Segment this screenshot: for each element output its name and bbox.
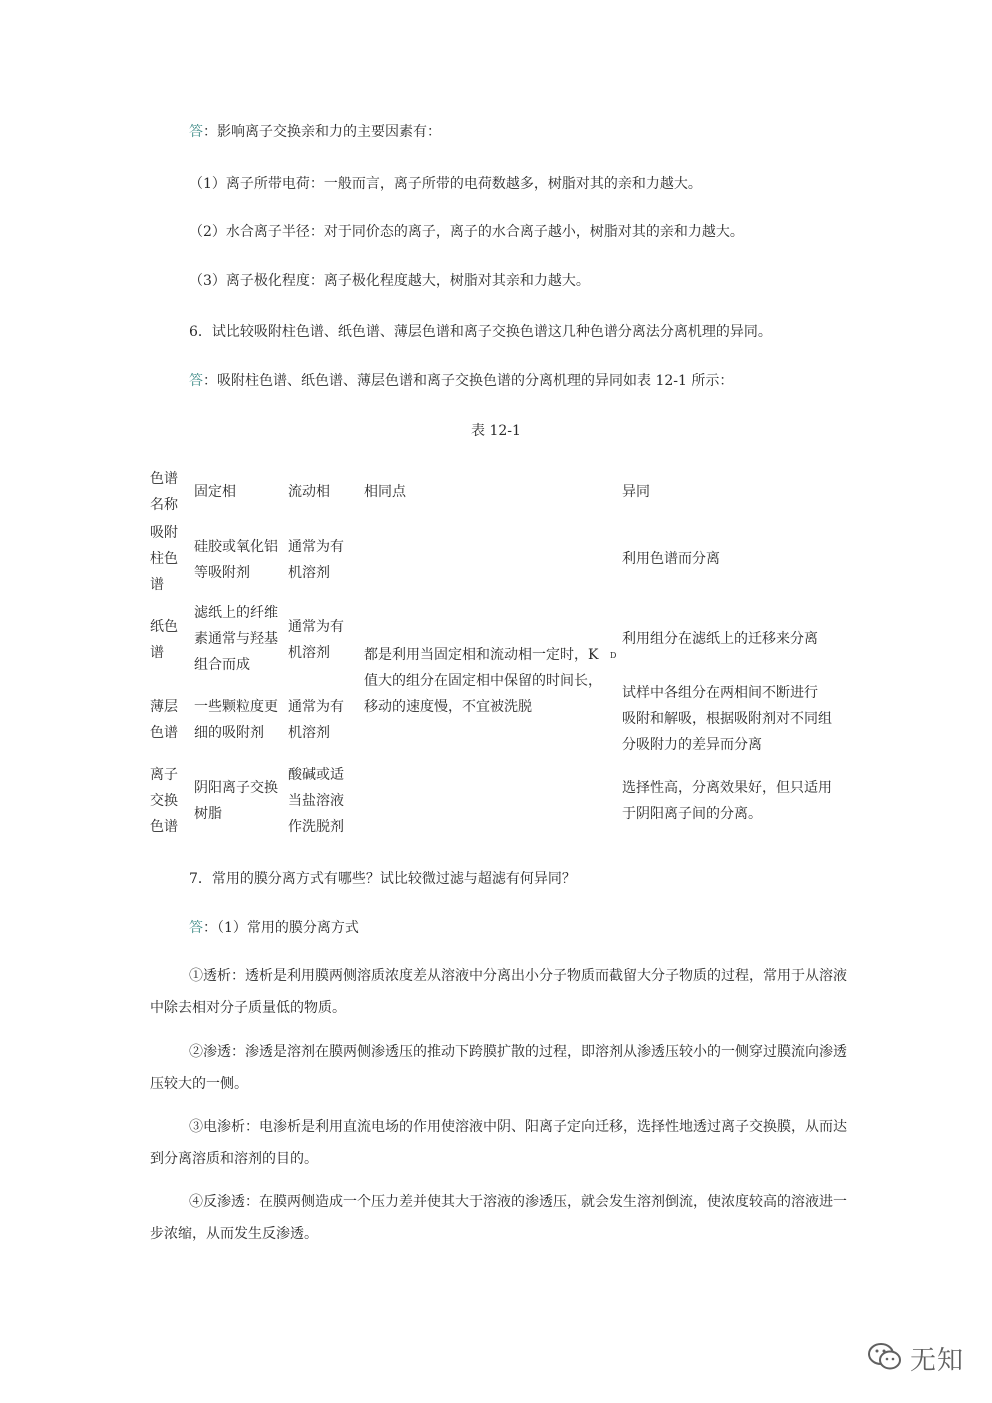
watermark — [868, 1340, 964, 1377]
table-common-point-text: 都是利用当固定相和流动相一定时，K 值大的组分在固定相中保留的时间长， 移动的速度慢，不宜被洗脱 — [364, 647, 602, 715]
table-header-stationary: 固定相 — [194, 484, 236, 500]
table-row-diff: 利用色谱而分离 — [622, 551, 720, 567]
membrane-dialysis: ①透析：透析是利用膜两侧溶质浓度差从溶液中分离出小分子物质而截留大分子物质的过程，常用于从溶液中除去相对分子质量低的物质。 — [150, 968, 847, 1016]
table-common-point-subscript: D — [610, 651, 617, 660]
membrane-electrodialysis: ③电渗析：电渗析是利用直流电场的作用使溶液中阴、阳离子定向迁移，选择性地透过离子交换膜，从而达到分离溶质和溶剂的目的。 — [150, 1119, 847, 1167]
table-header-common: 相同点 — [364, 484, 406, 500]
table-header-mobile: 流动相 — [288, 484, 330, 500]
table-row-diff: 利用组分在滤纸上的迁移来分离 — [622, 631, 818, 647]
table-caption: 表 12-1 — [471, 423, 521, 439]
answer-7-text: ：（1）常用的膜分离方式 — [203, 920, 359, 936]
table-row-stationary: 滤纸上的纤维 素通常与羟基 组合而成 — [194, 605, 278, 673]
membrane-reverse-osmosis: ④反渗透：在膜两侧造成一个压力差并使其大于溶液的渗透压，就会发生溶剂倒流，使浓度较高的溶液进一步浓缩，从而发生反渗透。 — [150, 1194, 847, 1242]
table-row-mobile: 通常为有 机溶剂 — [288, 539, 344, 581]
table-row-stationary: 硅胶或氧化铝 等吸附剂 — [194, 539, 278, 581]
wechat-icon — [868, 1342, 902, 1376]
table-common-point — [364, 642, 602, 720]
table-row-mobile: 酸碱或适 当盐溶液 作洗脱剂 — [288, 767, 344, 835]
factor-2: （2）水合离子半径：对于同价态的离子，离子的水合离子越小，树脂对其的亲和力越大。 — [189, 224, 744, 240]
table-row-name: 纸色 谱 — [150, 619, 178, 661]
table-row-diff: 选择性高，分离效果好，但只适用 于阴阳离子间的分离。 — [622, 780, 832, 822]
table-row-stationary: 阴阳离子交换 树脂 — [194, 780, 278, 822]
table-header-diff: 异同 — [622, 484, 650, 500]
table-row-name: 吸附 柱色 谱 — [150, 525, 178, 593]
answer-intro — [189, 122, 441, 142]
membrane-osmosis: ②渗透：渗透是溶剂在膜两侧渗透压的推动下跨膜扩散的过程，即溶剂从渗透压较小的一侧穿过膜流向渗透压较大的一侧。 — [150, 1044, 847, 1092]
table-row-name: 离子 交换 色谱 — [150, 767, 178, 835]
question-6: 6．试比较吸附柱色谱、纸色谱、薄层色谱和离子交换色谱这几种色谱分离法分离机理的异同。 — [189, 324, 772, 340]
watermark-text: 无知 — [910, 1346, 965, 1376]
answer-6-text: ：吸附柱色谱、纸色谱、薄层色谱和离子交换色谱的分离机理的异同如表 12-1 所示： — [203, 373, 734, 389]
table-row-mobile: 通常为有 机溶剂 — [288, 619, 344, 661]
question-7: 7．常用的膜分离方式有哪些？试比较微过滤与超滤有何异同？ — [189, 871, 576, 887]
answer-7 — [189, 918, 359, 938]
table-row-mobile: 通常为有 机溶剂 — [288, 699, 344, 741]
table-row-diff: 试样中各组分在两相间不断进行 吸附和解吸，根据吸附剂对不同组 分吸附力的差异而分离 — [622, 685, 832, 753]
table-row-name: 薄层 色谱 — [150, 699, 178, 741]
table-header-name: 色谱 名称 — [150, 471, 178, 513]
answer-label: 答 — [189, 920, 203, 936]
table-row-stationary: 一些颗粒度更 细的吸附剂 — [194, 699, 278, 741]
answer-label: 答 — [189, 124, 203, 140]
answer-label: 答 — [189, 373, 203, 389]
answer-intro-text: ：影响离子交换亲和力的主要因素有： — [203, 124, 441, 140]
answer-6 — [189, 371, 733, 391]
factor-1: （1）离子所带电荷：一般而言，离子所带的电荷数越多，树脂对其的亲和力越大。 — [189, 176, 702, 192]
factor-3: （3）离子极化程度：离子极化程度越大，树脂对其亲和力越大。 — [189, 273, 590, 289]
